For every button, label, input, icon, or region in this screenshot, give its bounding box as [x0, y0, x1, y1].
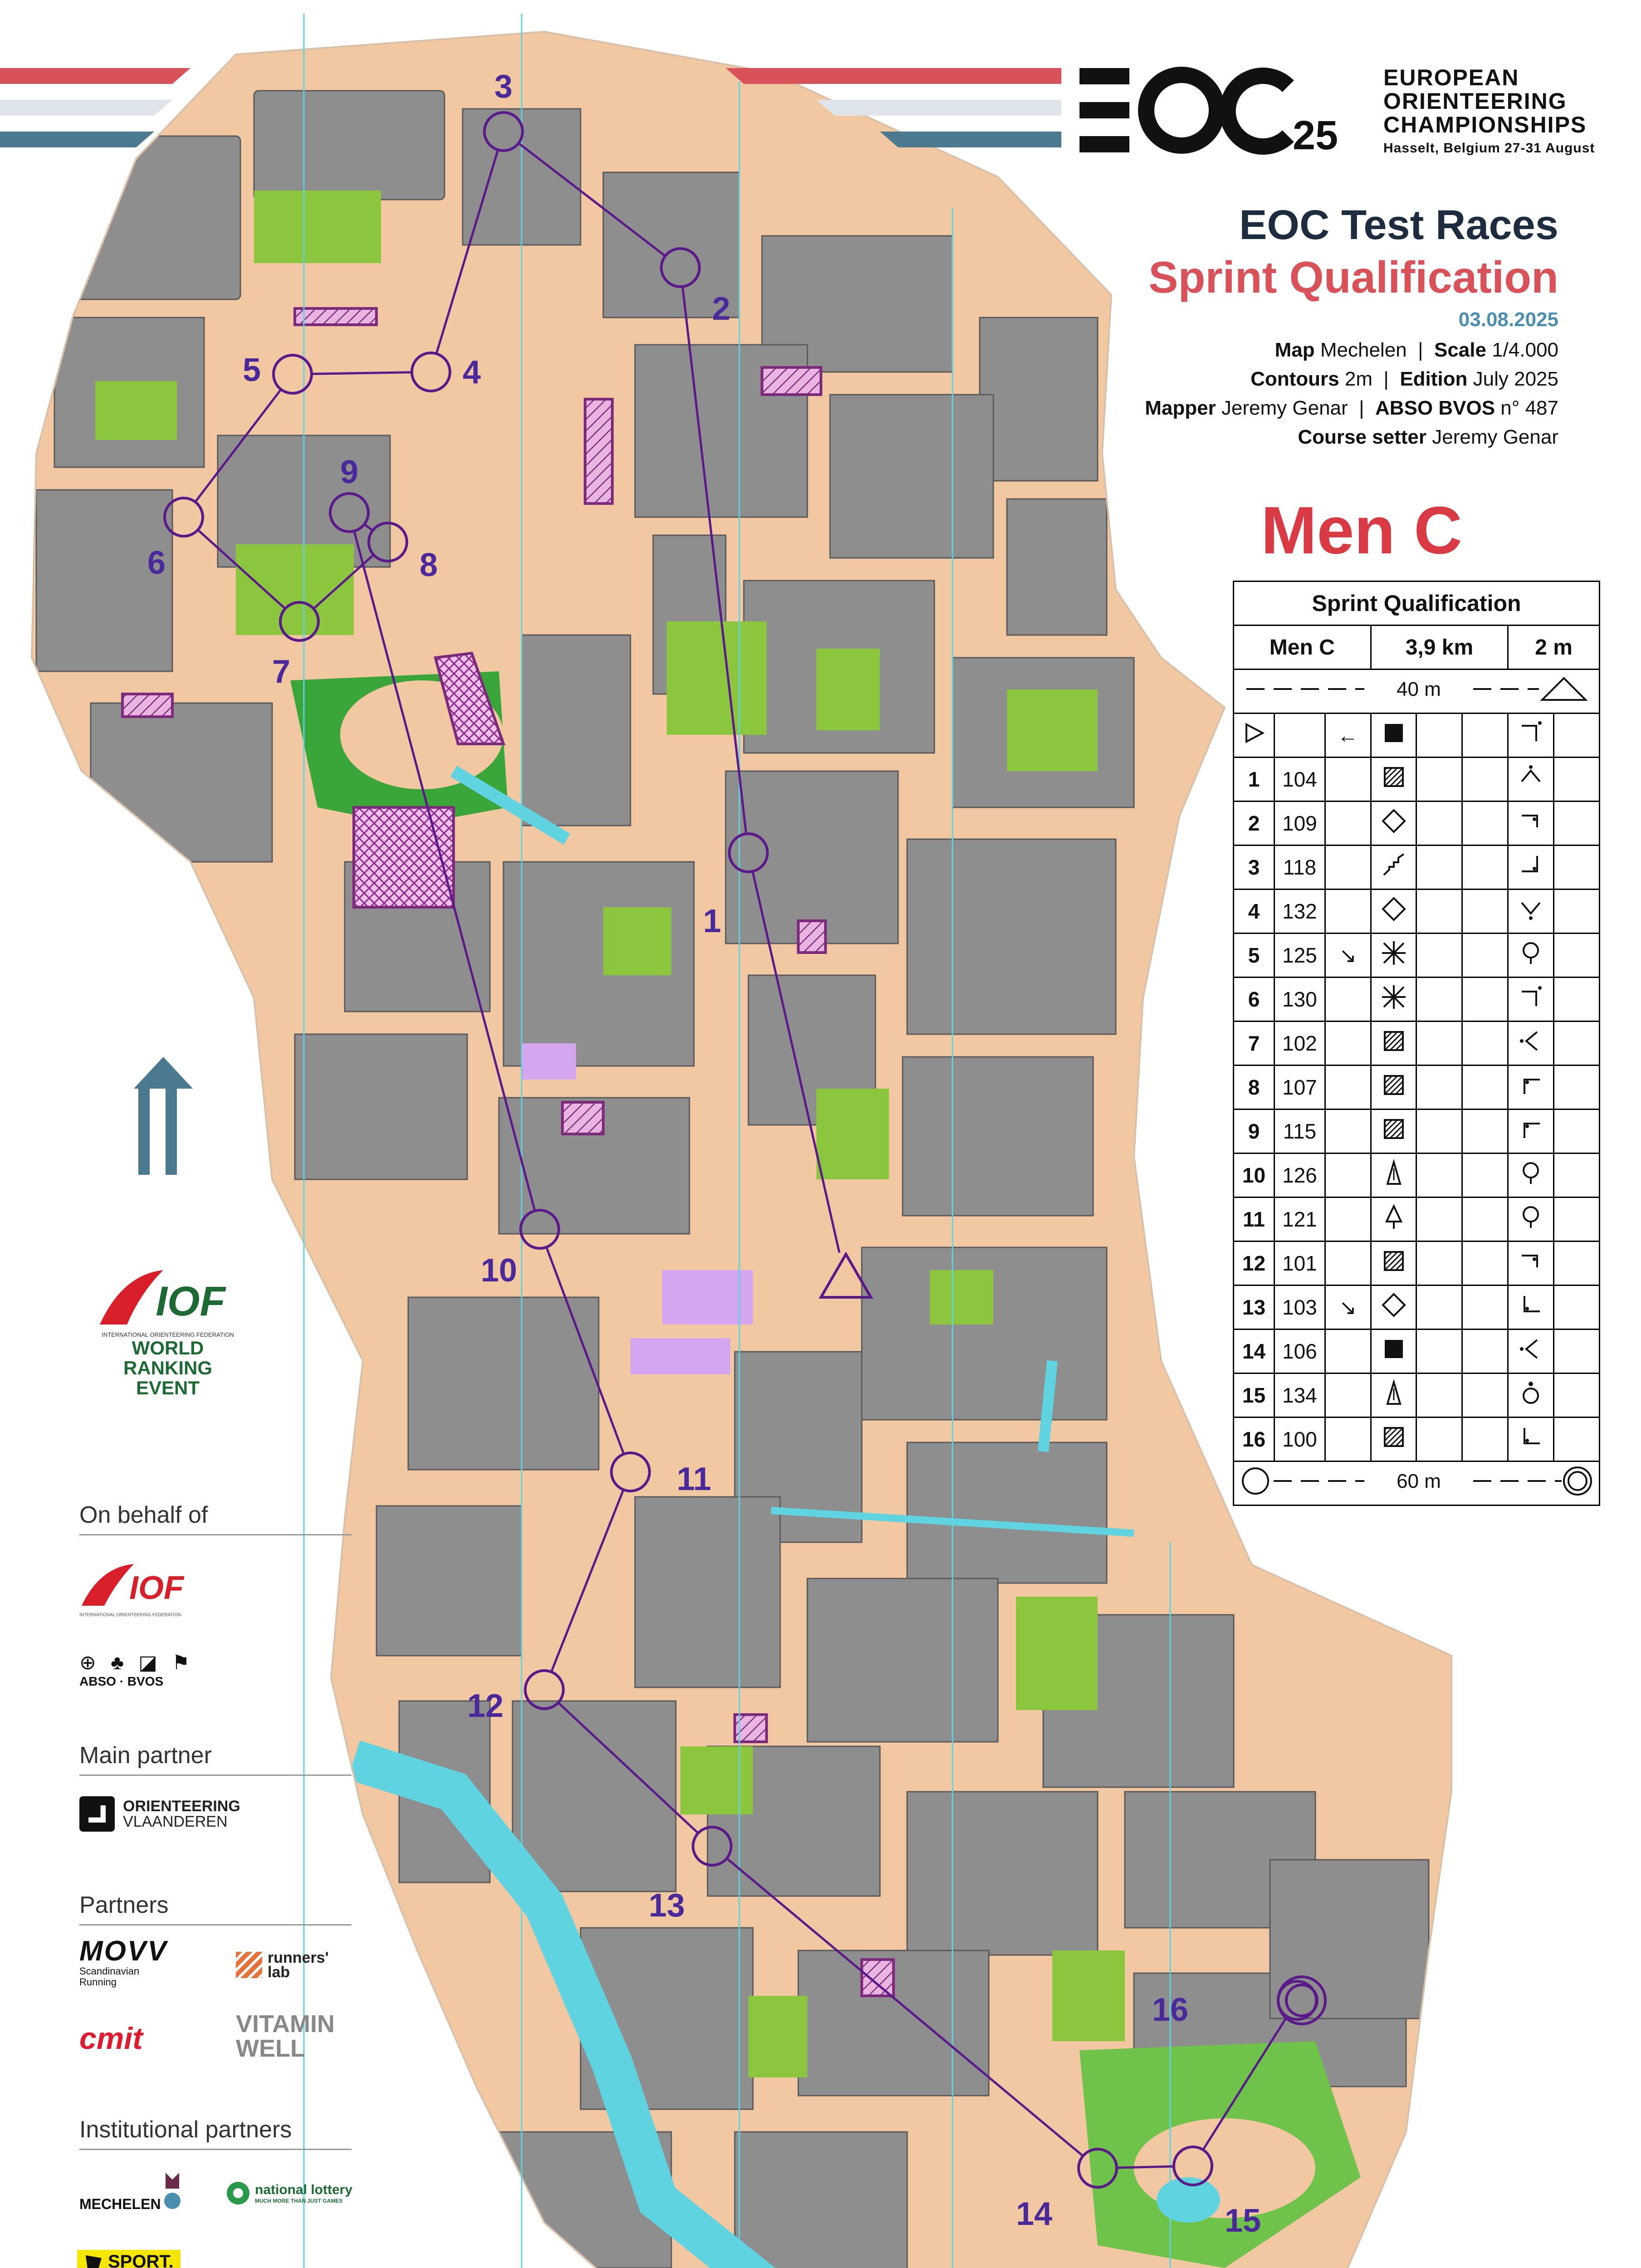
wre-line3: EVENT: [136, 1377, 200, 1398]
sport-line1: SPORT.: [108, 2252, 174, 2268]
cd-direction-10: [1325, 1154, 1371, 1198]
setter-value: Jeremy Genar: [1432, 426, 1558, 448]
cd-position-4: [1508, 890, 1554, 934]
cd-position-2: [1508, 802, 1554, 846]
cd-code-5: 125: [1275, 934, 1325, 978]
cd-feature-7: [1371, 1022, 1416, 1066]
cd-e-14: [1416, 1330, 1462, 1374]
cd-e-9: [1416, 1110, 1462, 1154]
cd-f-1: [1462, 758, 1508, 802]
control-number-4: 4: [462, 354, 481, 391]
course-leg-15: [1117, 2166, 1174, 2168]
cd-e-11: [1416, 1198, 1462, 1242]
cd-f-5: [1462, 934, 1508, 978]
cd-f-3: [1462, 846, 1508, 890]
right-corner-icon: [1517, 807, 1544, 835]
logo-year: 25: [1293, 113, 1338, 158]
cd-f-7: [1462, 1022, 1508, 1066]
under-icon: [1517, 939, 1544, 967]
control-number-3: 3: [494, 68, 513, 105]
control-number-12: 12: [467, 1688, 504, 1724]
cd-control-row-6: [1234, 978, 1600, 1022]
bottom-left-icon: [1517, 1423, 1544, 1451]
cd-position-10: [1508, 1154, 1554, 1198]
contours-value: 2m: [1344, 368, 1372, 390]
cd-feature-12: [1371, 1242, 1416, 1286]
vitamin-well-line1: VITAMIN: [236, 2010, 335, 2038]
lottery-line2: MUCH MORE THAN JUST GAMES: [255, 2198, 343, 2204]
cd-control-row-15: [1234, 1374, 1600, 1418]
cd-num-13: 13: [1234, 1286, 1275, 1330]
cd-direction-9: [1325, 1110, 1371, 1154]
orienteering-vlaanderen-logo: [79, 1796, 240, 1832]
cd-code-10: 126: [1275, 1154, 1325, 1198]
on-behalf-label: On behalf of: [79, 1502, 208, 1528]
cd-position-1: [1508, 758, 1554, 802]
above-icon: [1517, 1379, 1544, 1407]
vitamin-well-logo: [236, 2012, 335, 2061]
movv-text: MOVV: [79, 1936, 168, 1967]
hatched-box-icon: [1380, 1115, 1407, 1143]
control-number-8: 8: [419, 547, 438, 583]
cd-f-9: [1462, 1110, 1508, 1154]
cd-h-10: [1554, 1154, 1600, 1198]
cd-e-16: [1416, 1418, 1462, 1461]
runners-lab-logo: [236, 1950, 329, 1980]
cd-feature-11: [1371, 1198, 1416, 1242]
bottom-left-icon: [1517, 1291, 1544, 1319]
cd-feature-1: [1371, 758, 1416, 802]
cd-control-row-13: [1234, 1286, 1600, 1330]
map-info-line4: [1145, 423, 1558, 452]
cd-f-12: [1462, 1242, 1508, 1286]
cd-direction-8: [1325, 1066, 1371, 1110]
race-title-block: [1145, 200, 1558, 452]
cd-direction-1: [1325, 758, 1371, 802]
svg-text:40 m: 40 m: [1397, 678, 1441, 700]
bottom-right-icon: [1517, 851, 1544, 879]
cd-h-14: [1554, 1330, 1600, 1374]
cd-feature-13: [1371, 1286, 1416, 1330]
iof-badge-logo: [95, 1266, 240, 1329]
cd-direction-16: [1325, 1418, 1371, 1461]
cd-feature-9: [1371, 1110, 1416, 1154]
top-left-icon: [1517, 1115, 1544, 1143]
map-label: Map: [1275, 339, 1315, 361]
cd-position-11: [1508, 1198, 1554, 1242]
cd-code-16: 100: [1275, 1418, 1325, 1461]
mechelen-logo: [79, 2173, 184, 2220]
cd-control-row-10: [1234, 1154, 1600, 1198]
cd-num-5: 5: [1234, 934, 1275, 978]
iof-badge-text: IOF: [156, 1278, 225, 1325]
map-info-line1: Map Mechelen | Scale 1/4.000: [1275, 339, 1558, 361]
cd-class-row: [1234, 626, 1600, 670]
iof-sponsor-logo: [79, 1560, 206, 1624]
cd-e-1: [1416, 758, 1462, 802]
iof-sponsor-mark: [79, 1560, 206, 1610]
cd-num-15: 15: [1234, 1374, 1275, 1418]
cd-position-15: [1508, 1374, 1554, 1418]
iof-sponsor-text: IOF: [129, 1570, 184, 1606]
diamond-icon: [1380, 895, 1407, 923]
movv-sub2: Running: [79, 1976, 117, 1988]
edition-value: July 2025: [1473, 368, 1558, 390]
cd-code-13: 103: [1275, 1286, 1325, 1330]
cd-feature-14: [1371, 1330, 1416, 1374]
cd-f-6: [1462, 978, 1508, 1022]
race-title: EOC Test Races: [1239, 202, 1558, 248]
cd-h-3: [1554, 846, 1600, 890]
cd-direction-13: ↘: [1325, 1286, 1371, 1330]
setter-label: Course setter: [1298, 426, 1426, 448]
cd-code-3: 118: [1275, 846, 1325, 890]
cd-direction-15: [1325, 1374, 1371, 1418]
hatched-box-icon: [1380, 763, 1407, 791]
cd-e-10: [1416, 1154, 1462, 1198]
cd-feature-4: [1371, 890, 1416, 934]
partners-rule: [79, 1924, 352, 1926]
cd-e-7: [1416, 1022, 1462, 1066]
wre-line1: WORLD: [132, 1337, 204, 1359]
cd-h-16: [1554, 1418, 1600, 1461]
monument-icon: [1380, 1379, 1407, 1407]
cd-class: Men C: [1234, 626, 1371, 670]
lottery-icon: [227, 2182, 249, 2204]
cd-direction-3: [1325, 846, 1371, 890]
cd-f-10: [1462, 1154, 1508, 1198]
cd-e-3: [1416, 846, 1462, 890]
cd-f-8: [1462, 1066, 1508, 1110]
cd-f-16: [1462, 1418, 1508, 1461]
cd-code-6: 130: [1275, 978, 1325, 1022]
cd-feature-3: [1371, 846, 1416, 890]
cd-position-13: [1508, 1286, 1554, 1330]
cd-length: 3,9 km: [1371, 626, 1508, 670]
movv-sub1: Scandinavian: [79, 1965, 140, 1977]
left-tip-icon: [1517, 1335, 1544, 1363]
iof-federation-name: INTERNATIONAL ORIENTEERING FEDERATION: [102, 1331, 234, 1338]
cd-e-2: [1416, 802, 1462, 846]
main-partner-label: Main partner: [79, 1742, 212, 1769]
mapper-label: Mapper: [1145, 397, 1216, 419]
cd-num-11: 11: [1234, 1198, 1275, 1242]
cd-start-arrow: ←: [1325, 714, 1371, 758]
cd-finish-row: [1234, 1461, 1600, 1505]
control-number-15: 15: [1224, 2203, 1261, 2239]
cd-e-12: [1416, 1242, 1462, 1286]
cmit-logo: cmit: [79, 2021, 143, 2056]
cd-code-12: 101: [1275, 1242, 1325, 1286]
cd-h-1: [1554, 758, 1600, 802]
permit-label: ABSO BVOS: [1375, 397, 1495, 419]
cd-num-14: 14: [1234, 1330, 1275, 1374]
cd-code-2: 109: [1275, 802, 1325, 846]
runners-lab-line1: runners': [268, 1949, 329, 1966]
cd-h-13: [1554, 1286, 1600, 1330]
cd-position-6: [1508, 978, 1554, 1022]
mechelen-text: MECHELEN: [79, 2196, 161, 2212]
cd-direction-7: [1325, 1022, 1371, 1066]
runners-lab-line2: lab: [268, 1964, 290, 1981]
svg-text:60 m: 60 m: [1397, 1470, 1441, 1492]
cd-code-4: 132: [1275, 890, 1325, 934]
control-number-5: 5: [242, 352, 261, 388]
cd-direction-4: [1325, 890, 1371, 934]
cd-position-14: [1508, 1330, 1554, 1374]
cd-num-12: 12: [1234, 1242, 1275, 1286]
hatched-box-icon: [1380, 1247, 1407, 1275]
cd-code-15: 134: [1275, 1374, 1325, 1418]
event-name-line1: EUROPEAN: [1383, 65, 1519, 90]
cd-code-1: 104: [1275, 758, 1325, 802]
cd-code-8: 107: [1275, 1066, 1325, 1110]
hatched-box-icon: [1380, 1423, 1407, 1451]
permit-value: n° 487: [1500, 397, 1558, 419]
cd-feature-8: [1371, 1066, 1416, 1110]
crossing-icon: [1380, 939, 1407, 967]
cd-start-position: [1508, 714, 1554, 758]
top-corner-icon: [1517, 983, 1544, 1011]
tree-icon: [1380, 1203, 1407, 1231]
cd-h-4: [1554, 890, 1600, 934]
cd-title-row: [1234, 582, 1600, 626]
cd-control-row-4: [1234, 890, 1600, 934]
cd-start-marking: [1234, 670, 1600, 714]
black-box-icon: [1380, 719, 1407, 747]
cd-code-9: 115: [1275, 1110, 1325, 1154]
cd-control-row-5: [1234, 934, 1600, 978]
cd-h-15: [1554, 1374, 1600, 1418]
cd-control-row-14: [1234, 1330, 1600, 1374]
cd-num-8: 8: [1234, 1066, 1275, 1110]
ov-line1: ORIENTEERING: [123, 1798, 240, 1815]
cd-control-row-9: [1234, 1110, 1600, 1154]
cd-position-3: [1508, 846, 1554, 890]
cd-start-sym: [1234, 714, 1275, 758]
start-marking-icon: [1237, 671, 1596, 707]
cd-feature-16: [1371, 1418, 1416, 1461]
control-number-9: 9: [340, 454, 359, 490]
cd-num-4: 4: [1234, 890, 1275, 934]
cd-h-9: [1554, 1110, 1600, 1154]
cd-feature-15: [1371, 1374, 1416, 1418]
wre-line2: RANKING: [123, 1357, 212, 1378]
cd-finish-marking: [1234, 1461, 1600, 1505]
cd-position-9: [1508, 1110, 1554, 1154]
start-symbol-icon: [1243, 722, 1265, 744]
mechelen-mark: [79, 2173, 184, 2218]
cd-f-13: [1462, 1286, 1508, 1330]
north-arrow-icon: [129, 1057, 197, 1179]
cd-num-2: 2: [1234, 802, 1275, 846]
cd-start-row: [1234, 670, 1600, 714]
black-box-icon: [1380, 1335, 1407, 1363]
cd-control-row-7: [1234, 1022, 1600, 1066]
institutional-partners-label: Institutional partners: [79, 2116, 292, 2143]
control-number-6: 6: [147, 545, 166, 581]
control-description-table: [1233, 581, 1600, 1506]
cd-e-8: [1416, 1066, 1462, 1110]
race-subtitle: Sprint Qualification: [1148, 252, 1558, 302]
monument-icon: [1380, 1159, 1407, 1187]
iof-sponsor-sub: INTERNATIONAL ORIENTEERING FEDERATION: [79, 1613, 181, 1618]
cd-control-row-2: [1234, 802, 1600, 846]
hatched-box-icon: [1380, 1027, 1407, 1055]
vitamin-well-line2: WELL: [236, 2035, 305, 2062]
cd-direction-12: [1325, 1242, 1371, 1286]
sport-vlaanderen-logo: [77, 2250, 181, 2268]
under-icon: [1517, 1159, 1544, 1187]
diamond-icon: [1380, 807, 1407, 835]
cd-f-11: [1462, 1198, 1508, 1242]
control-number-13: 13: [648, 1887, 685, 1924]
on-behalf-rule: [79, 1534, 352, 1535]
abso-symbols: ⊕ ♣ ◪ ⚑: [79, 1652, 195, 1674]
cd-feature-2: [1371, 802, 1416, 846]
control-number-16: 16: [1152, 1992, 1189, 2028]
cd-h-5: [1554, 934, 1600, 978]
finish-marking-icon: [1237, 1463, 1596, 1499]
cd-feature-5: [1371, 934, 1416, 978]
cd-start-feature: [1371, 714, 1416, 758]
ov-icon: [79, 1796, 115, 1832]
cd-position-7: [1508, 1022, 1554, 1066]
cd-h-11: [1554, 1198, 1600, 1242]
eoc-logo: [1079, 59, 1338, 163]
top-left-icon: [1517, 1071, 1544, 1099]
cd-feature-10: [1371, 1154, 1416, 1198]
cd-num-6: 6: [1234, 978, 1275, 1022]
control-number-7: 7: [272, 654, 291, 690]
cd-direction-2: [1325, 802, 1371, 846]
map-info-line3: Mapper Jeremy Genar | ABSO BVOS n° 487: [1145, 397, 1558, 419]
stairway-icon: [1380, 851, 1407, 879]
cd-control-row-11: [1234, 1198, 1600, 1242]
cd-start-symbol-row: [1234, 714, 1600, 758]
map-info-line2: Contours 2m | Edition July 2025: [1250, 368, 1558, 390]
movv-logo: [79, 1937, 168, 1988]
national-lottery-logo: [227, 2182, 352, 2204]
scale-label: Scale: [1434, 339, 1486, 361]
control-number-14: 14: [1016, 2196, 1053, 2232]
control-description-sheet: [1233, 581, 1600, 1506]
cd-direction-11: [1325, 1198, 1371, 1242]
cd-start-e: [1416, 714, 1462, 758]
cd-f-4: [1462, 890, 1508, 934]
start-corner-icon: [1517, 719, 1544, 747]
event-location-dates: Hasselt, Belgium 27-31 August: [1383, 141, 1595, 156]
cd-direction-14: [1325, 1330, 1371, 1374]
cd-position-12: [1508, 1242, 1554, 1286]
cd-position-16: [1508, 1418, 1554, 1461]
event-name: [1383, 66, 1595, 160]
cd-climb: 2 m: [1508, 626, 1600, 670]
main-partner-rule: [79, 1774, 352, 1776]
lottery-line1: national lottery: [255, 2182, 353, 2197]
cd-e-15: [1416, 1374, 1462, 1418]
cd-h-12: [1554, 1242, 1600, 1286]
cd-f-14: [1462, 1330, 1508, 1374]
contours-label: Contours: [1250, 368, 1339, 390]
event-name-line3: CHAMPIONSHIPS: [1383, 112, 1587, 137]
mapper-value: Jeremy Genar: [1221, 397, 1348, 419]
cd-num-7: 7: [1234, 1022, 1275, 1066]
cd-code-14: 106: [1275, 1330, 1325, 1374]
control-number-2: 2: [712, 291, 731, 327]
hatched-box-icon: [1380, 1071, 1407, 1099]
cd-e-6: [1416, 978, 1462, 1022]
cd-num-3: 3: [1234, 846, 1275, 890]
cd-f-2: [1462, 802, 1508, 846]
cd-direction-5: ↘: [1325, 934, 1371, 978]
control-number-11: 11: [676, 1461, 712, 1497]
cd-h-6: [1554, 978, 1600, 1022]
cd-control-row-8: [1234, 1066, 1600, 1110]
right-corner-icon: [1517, 1247, 1544, 1275]
cd-num-10: 10: [1234, 1154, 1275, 1198]
diamond-icon: [1380, 1291, 1407, 1319]
left-tip-icon: [1517, 1027, 1544, 1055]
event-name-line2: ORIENTEERING: [1383, 88, 1567, 114]
cd-h-7: [1554, 1022, 1600, 1066]
abso-logo: [79, 1651, 194, 1689]
control-number-10: 10: [480, 1252, 518, 1289]
cd-e-5: [1416, 934, 1462, 978]
cd-num-16: 16: [1234, 1418, 1275, 1461]
under-icon: [1517, 1203, 1544, 1231]
cd-title: Sprint Qualification: [1234, 582, 1600, 626]
cd-control-row-1: [1234, 758, 1600, 802]
cd-h-8: [1554, 1066, 1600, 1110]
institutional-rule: [79, 2149, 352, 2150]
partners-label: Partners: [79, 1892, 169, 1918]
race-date: 03.08.2025: [1458, 308, 1558, 331]
top-corner-up-icon: [1517, 763, 1544, 791]
world-ranking-event-badge: [95, 1266, 240, 1398]
cd-start-code: [1275, 714, 1325, 758]
cd-e-4: [1416, 890, 1462, 934]
ov-line2: VLAANDEREN: [123, 1813, 228, 1830]
bottom-tip-icon: [1517, 895, 1544, 923]
cd-control-row-16: [1234, 1418, 1600, 1461]
course-class-title: Men C: [1261, 493, 1462, 568]
cd-control-row-3: [1234, 846, 1600, 890]
cd-code-7: 102: [1275, 1022, 1325, 1066]
runners-lab-icon: [236, 1952, 262, 1978]
cd-h-2: [1554, 802, 1600, 846]
cd-start-f: [1462, 714, 1508, 758]
edition-label: Edition: [1400, 368, 1468, 390]
map-value: Mechelen: [1320, 339, 1407, 361]
cd-start-h: [1554, 714, 1600, 758]
cd-num-1: 1: [1234, 758, 1275, 802]
control-number-1: 1: [703, 903, 722, 939]
cd-code-11: 121: [1275, 1198, 1325, 1242]
cd-e-13: [1416, 1286, 1462, 1330]
cd-num-9: 9: [1234, 1110, 1275, 1154]
cd-position-8: [1508, 1066, 1554, 1110]
cd-feature-6: [1371, 978, 1416, 1022]
cd-control-row-12: [1234, 1242, 1600, 1286]
cd-f-15: [1462, 1374, 1508, 1418]
cd-position-5: [1508, 934, 1554, 978]
cd-direction-6: [1325, 978, 1371, 1022]
scale-value: 1/4.000: [1492, 339, 1558, 361]
crossing-icon: [1380, 983, 1407, 1011]
abso-text: ABSO · BVOS: [79, 1674, 164, 1688]
